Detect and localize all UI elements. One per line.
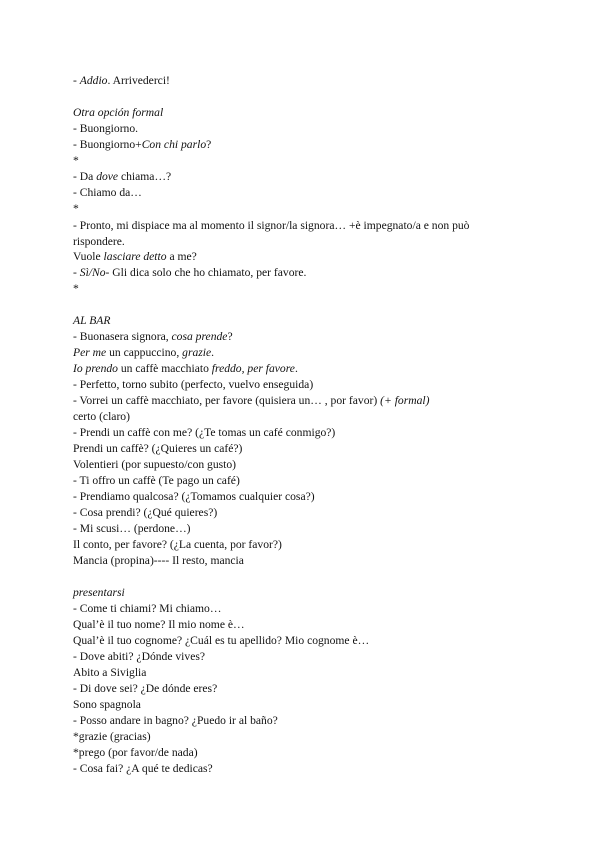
separator-asterisk: *: [73, 154, 79, 167]
text-line: - Dove abiti? ¿Dónde vives?: [73, 650, 205, 663]
text-line: Sono spagnola: [73, 698, 141, 711]
separator-asterisk: *: [73, 202, 79, 215]
text-line: Io prendo un caffè macchiato freddo, per favore.: [73, 362, 298, 375]
text-line: - Buonasera signora, cosa prende?: [73, 330, 233, 343]
text-paragraph: - Pronto, mi dispiace ma al momento il signor/la signora… +è impegnato/a e non può rispondere.: [73, 219, 470, 248]
text-line: Qual’è il tuo nome? Il mio nome è…: [73, 618, 245, 631]
text-line: Il conto, per favore? (¿La cuenta, por favor?): [73, 538, 282, 551]
section-heading-al-bar: AL BAR: [73, 314, 111, 327]
section-heading-formal: Otra opción formal: [73, 106, 164, 119]
text-line: - Prendiamo qualcosa? (¿Tomamos cualquier cosa?): [73, 490, 315, 503]
text-line: Qual’è il tuo cognome? ¿Cuál es tu apellido? Mio cognome è…: [73, 634, 370, 647]
text-line: Mancia (propina)---- Il resto, mancia: [73, 554, 244, 567]
text-line: Vuole lasciare detto a me?: [73, 250, 197, 263]
text-line: - Da dove chiama…?: [73, 170, 172, 183]
text-line: Volentieri (por supuesto/con gusto): [73, 458, 237, 471]
text-line: - Buongiorno+Con chi parlo?: [73, 138, 212, 151]
text-line: - Buongiorno.: [73, 122, 139, 135]
text-line: *prego (por favor/de nada): [73, 746, 198, 759]
separator-asterisk: *: [73, 282, 79, 295]
section-heading-presentarsi: presentarsi: [73, 586, 125, 599]
text-line: - Prendi un caffè con me? (¿Te tomas un café conmigo?): [73, 426, 336, 439]
text-line: - Come ti chiami? Mi chiamo…: [73, 602, 222, 615]
text-line: Abito a Siviglia: [73, 666, 147, 679]
text-line: - Chiamo da…: [73, 186, 142, 199]
text-line: - Perfetto, torno subito (perfecto, vuelvo enseguida): [73, 378, 314, 391]
text-line: *grazie (gracias): [73, 730, 151, 743]
text-line: - Sì/No- Gli dica solo che ho chiamato, per favore.: [73, 266, 307, 279]
text-line: - Di dove sei? ¿De dónde eres?: [73, 682, 218, 695]
text-line: Per me un cappuccino, grazie.: [73, 346, 215, 359]
text-line: - Mi scusi… (perdone…): [73, 522, 191, 535]
text-line: - Ti offro un caffè (Te pago un café): [73, 474, 240, 487]
text-line: Prendi un caffè? (¿Quieres un café?): [73, 442, 243, 455]
text-line: - Addio. Arrivederci!: [73, 74, 170, 87]
text-line: certo (claro): [73, 410, 130, 423]
text-line: - Vorrei un caffè macchiato, per favore (quisiera un… , por favor) (+ formal): [73, 394, 430, 407]
text-line: - Cosa fai? ¿A qué te dedicas?: [73, 762, 213, 775]
text-line: - Cosa prendi? (¿Qué quieres?): [73, 506, 218, 519]
text-line: - Posso andare in bagno? ¿Puedo ir al baño?: [73, 714, 278, 727]
